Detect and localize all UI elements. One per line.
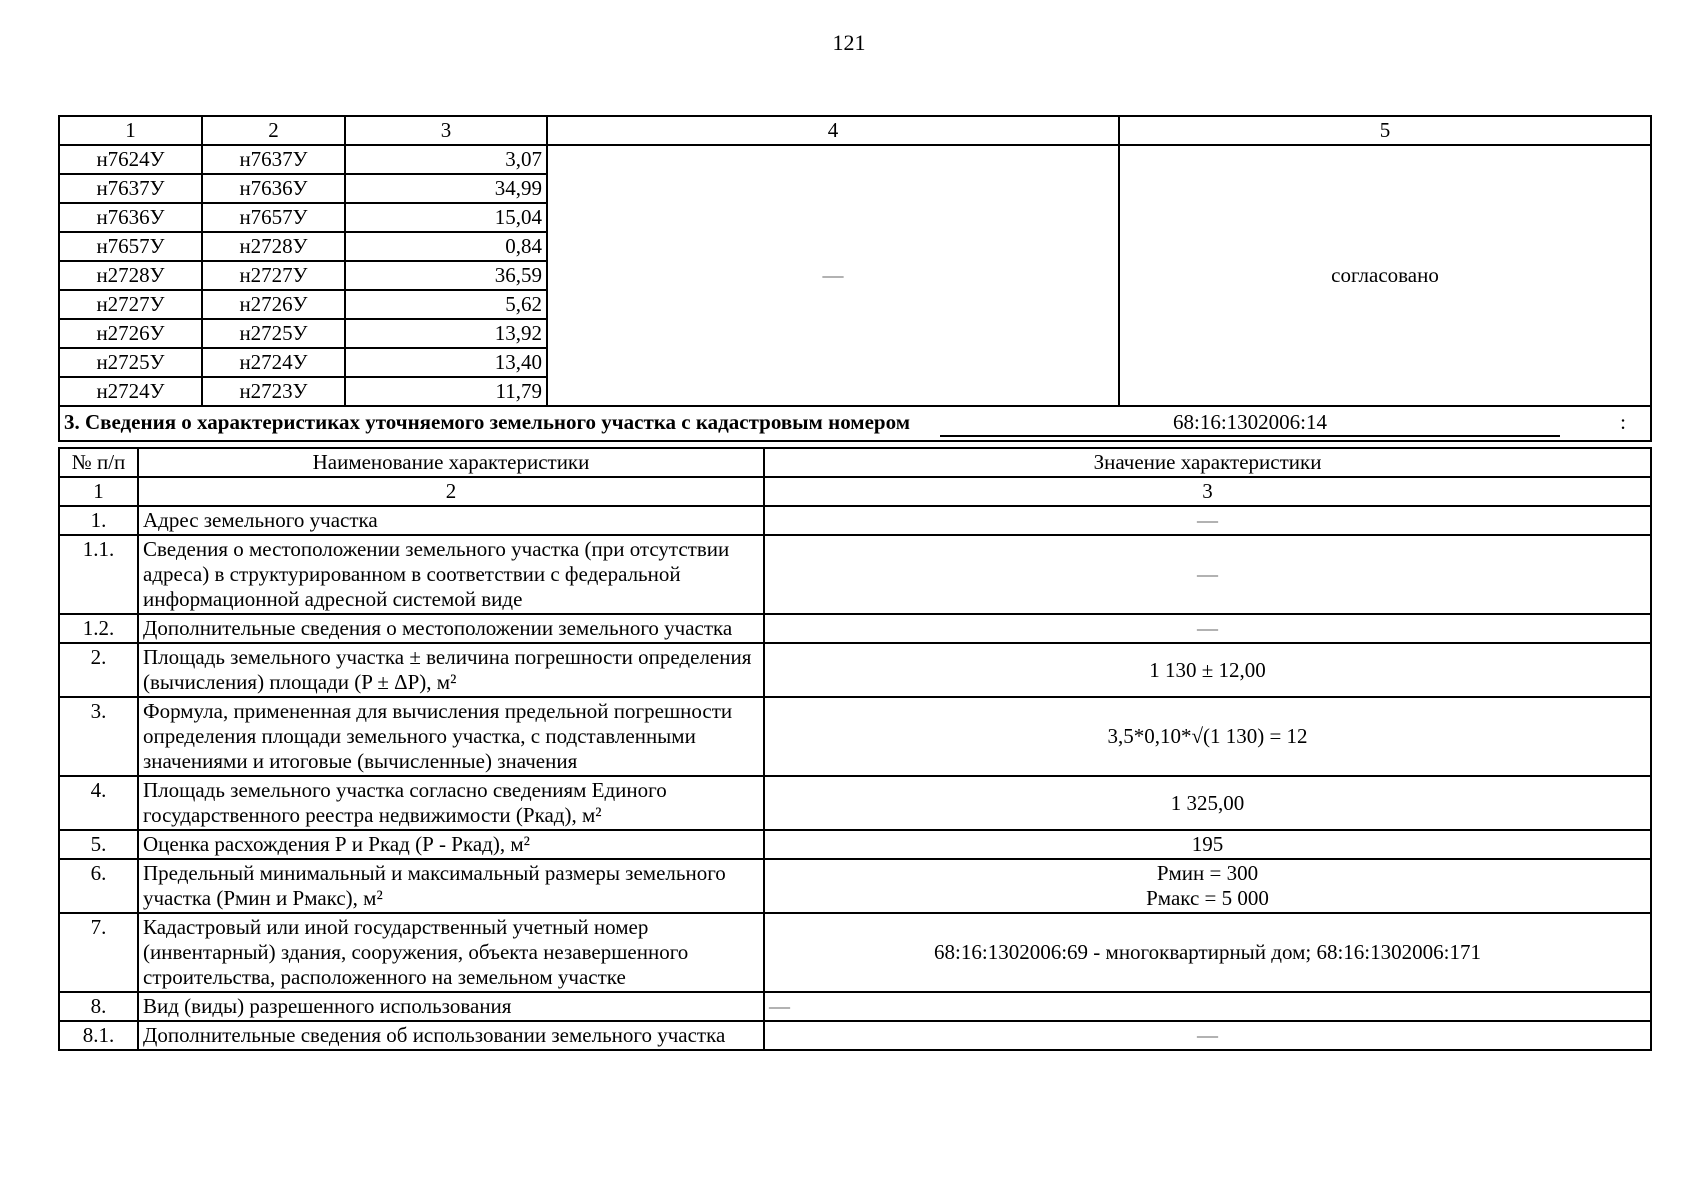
- point-from: н2725У: [59, 348, 202, 377]
- point-to: н7636У: [202, 174, 345, 203]
- char-num: 2.: [59, 643, 138, 697]
- section3-title-row: [59, 406, 1651, 441]
- boundary-header-5: 5: [1119, 116, 1651, 145]
- char-num: 3.: [59, 697, 138, 776]
- boundary-header-3: 3: [345, 116, 547, 145]
- table-row: [59, 913, 1651, 992]
- table-row: [59, 643, 1651, 697]
- section3-colon: :: [1620, 410, 1626, 434]
- point-from: н7636У: [59, 203, 202, 232]
- char-name: Предельный минимальный и максимальный размеры земельного участка (Рмин и Рмакс), м²: [138, 859, 764, 913]
- table-row: [59, 697, 1651, 776]
- point-from: н7657У: [59, 232, 202, 261]
- char-value: 195: [764, 830, 1651, 859]
- point-to: н7657У: [202, 203, 345, 232]
- point-to: н2728У: [202, 232, 345, 261]
- segment-length: 15,04: [345, 203, 547, 232]
- table-row: [59, 506, 1651, 535]
- char-num: 1.: [59, 506, 138, 535]
- segment-length: 13,40: [345, 348, 547, 377]
- char-name: Дополнительные сведения о местоположении земельного участка: [138, 614, 764, 643]
- char-subheader-row: [59, 477, 1651, 506]
- table-row: [59, 859, 1651, 913]
- boundary-header-2: 2: [202, 116, 345, 145]
- boundary-header-row: [59, 116, 1651, 145]
- char-header-value: Значение характеристики: [764, 448, 1651, 477]
- table-row: [59, 992, 1651, 1021]
- char-value: —: [764, 1021, 1651, 1050]
- boundary-header-1: 1: [59, 116, 202, 145]
- section3-title: 3. Сведения о характеристиках уточняемого земельного участка с кадастровым номером: [64, 410, 911, 434]
- point-from: н2724У: [59, 377, 202, 406]
- table-row: [59, 145, 1651, 174]
- point-to: н2726У: [202, 290, 345, 319]
- char-subheader-3: 3: [764, 477, 1651, 506]
- char-value: —: [764, 992, 1651, 1021]
- table-row: [59, 535, 1651, 614]
- char-num: 6.: [59, 859, 138, 913]
- char-num: 8.: [59, 992, 138, 1021]
- point-from: н7624У: [59, 145, 202, 174]
- table-row: [59, 776, 1651, 830]
- segment-length: 0,84: [345, 232, 547, 261]
- point-to: н2723У: [202, 377, 345, 406]
- char-header-num: № п/п: [59, 448, 138, 477]
- boundary-table: [58, 115, 1652, 442]
- segment-length: 5,62: [345, 290, 547, 319]
- char-value: —: [764, 614, 1651, 643]
- table-row: [59, 614, 1651, 643]
- table-row: [59, 1021, 1651, 1050]
- char-num: 4.: [59, 776, 138, 830]
- char-num: 5.: [59, 830, 138, 859]
- char-name: Сведения о местоположении земельного участка (при отсутствии адреса) в структурированном в соответствии с федеральной информационной адресной системой виде: [138, 535, 764, 614]
- char-name: Площадь земельного участка согласно сведениям Единого государственного реестра недвижимости (Ркад), м²: [138, 776, 764, 830]
- table-row: [59, 830, 1651, 859]
- segment-length: 11,79: [345, 377, 547, 406]
- char-value: —: [764, 506, 1651, 535]
- char-value-min: Рмин = 300: [1156, 861, 1259, 885]
- char-subheader-1: 1: [59, 477, 138, 506]
- char-num: 7.: [59, 913, 138, 992]
- char-value: —: [764, 535, 1651, 614]
- point-to: н7637У: [202, 145, 345, 174]
- char-value: 3,5*0,10*√(1 130) = 12: [764, 697, 1651, 776]
- char-name: Вид (виды) разрешенного использования: [138, 992, 764, 1021]
- char-name: Дополнительные сведения об использовании земельного участка: [138, 1021, 764, 1050]
- page-number: 121: [832, 30, 866, 55]
- char-header-row: [59, 448, 1651, 477]
- char-name: Оценка расхождения Р и Ркад (Р - Ркад), м²: [138, 830, 764, 859]
- characteristics-table: [58, 447, 1652, 1051]
- section3-cadastral-number: 68:16:1302006:14: [940, 410, 1560, 437]
- char-subheader-2: 2: [138, 477, 764, 506]
- point-from: н2726У: [59, 319, 202, 348]
- section3-title-cell: [59, 406, 1651, 441]
- char-name: Формула, примененная для вычисления предельной погрешности определения площади земельного участка, с подставленными значениями и итоговые (вычисленные) значения: [138, 697, 764, 776]
- segment-length: 13,92: [345, 319, 547, 348]
- char-name: Адрес земельного участка: [138, 506, 764, 535]
- char-num: 1.1.: [59, 535, 138, 614]
- char-header-name: Наименование характеристики: [138, 448, 764, 477]
- char-value-max: Рмакс = 5 000: [1146, 886, 1269, 910]
- char-value-cell: [764, 859, 1651, 913]
- segment-length: 3,07: [345, 145, 547, 174]
- point-from: н2727У: [59, 290, 202, 319]
- char-name: Кадастровый или иной государственный учетный номер (инвентарный) здания, сооружения, объекта незавершенного строительства, расположенного на земельном участке: [138, 913, 764, 992]
- char-num: 1.2.: [59, 614, 138, 643]
- char-num: 8.1.: [59, 1021, 138, 1050]
- boundary-col5-value: согласовано: [1119, 145, 1651, 406]
- char-value: 68:16:1302006:69 - многоквартирный дом; 68:16:1302006:171: [764, 913, 1651, 992]
- point-to: н2724У: [202, 348, 345, 377]
- char-value: 1 325,00: [764, 776, 1651, 830]
- point-to: н2725У: [202, 319, 345, 348]
- point-to: н2727У: [202, 261, 345, 290]
- segment-length: 34,99: [345, 174, 547, 203]
- char-value: 1 130 ± 12,00: [764, 643, 1651, 697]
- point-from: н2728У: [59, 261, 202, 290]
- point-from: н7637У: [59, 174, 202, 203]
- char-name: Площадь земельного участка ± величина погрешности определения (вычисления) площади (P ± ΔP), м²: [138, 643, 764, 697]
- boundary-col4-value: —: [547, 145, 1119, 406]
- boundary-header-4: 4: [547, 116, 1119, 145]
- segment-length: 36,59: [345, 261, 547, 290]
